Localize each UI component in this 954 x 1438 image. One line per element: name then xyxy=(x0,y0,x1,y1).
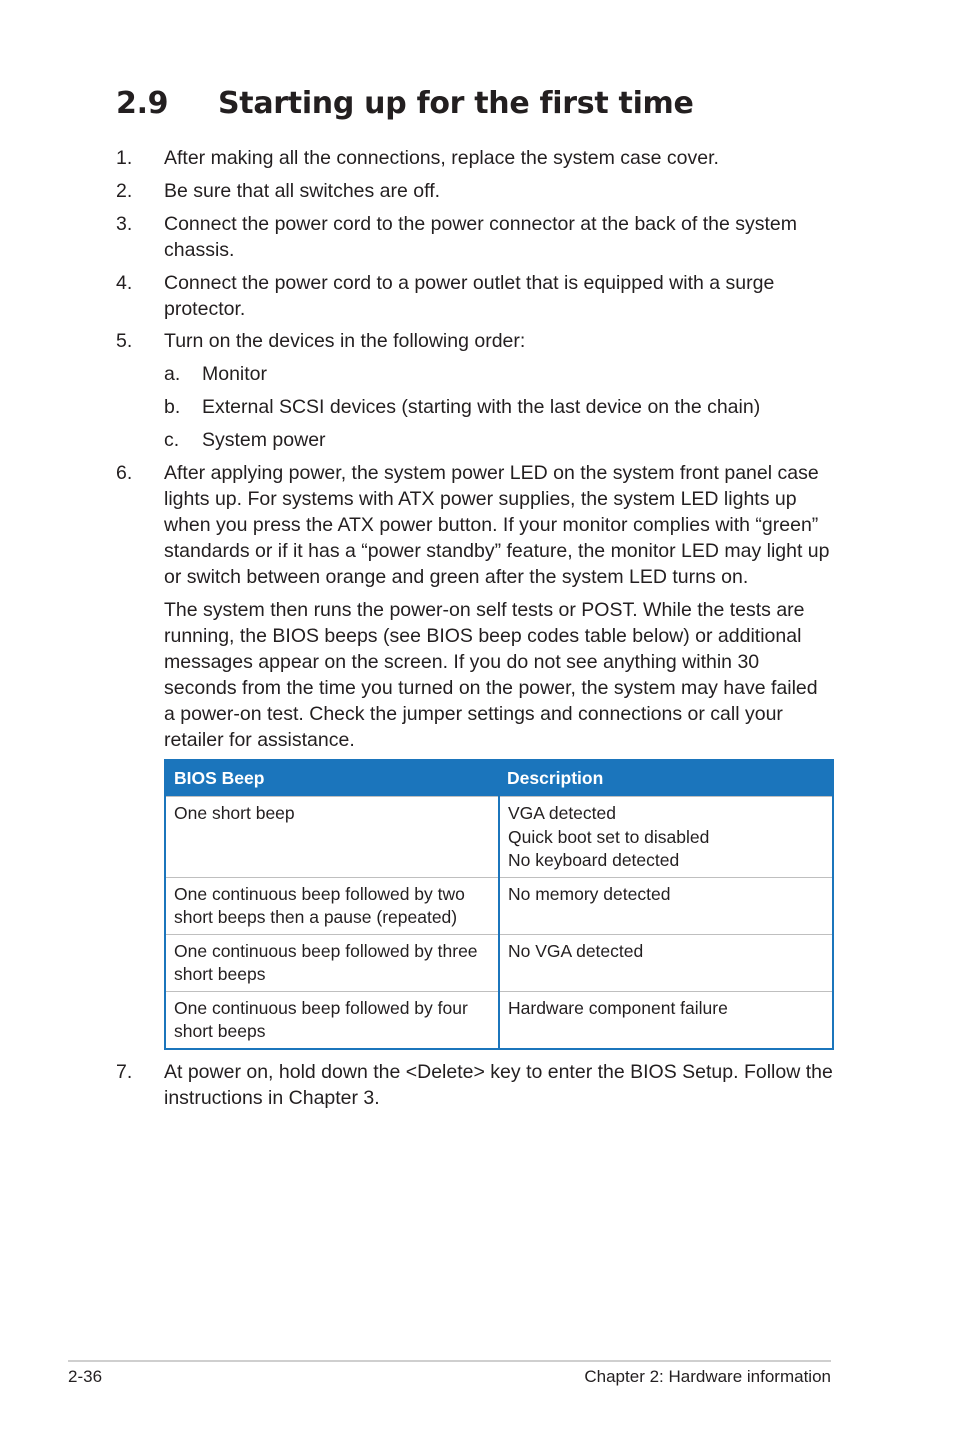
chapter-label: Chapter 2: Hardware information xyxy=(584,1367,831,1386)
item-text: After making all the connections, replace the system case cover. xyxy=(164,147,719,169)
description-cell xyxy=(499,991,833,1049)
sub-item-text: System power xyxy=(202,429,326,451)
page-title xyxy=(116,86,694,121)
page-number: 2-36 xyxy=(68,1367,103,1386)
item-text: At power on, hold down the <Delete> key to enter the BIOS Setup. Follow the instructions in Chapter 3. xyxy=(164,1061,833,1109)
table-row xyxy=(165,877,833,934)
description-cell xyxy=(499,877,833,934)
item-text: Turn on the devices in the following order: xyxy=(164,330,526,352)
item-number: 6. xyxy=(116,462,133,484)
item-text: Connect the power cord to the power connector at the back of the system chassis. xyxy=(164,213,798,261)
sub-item-text: Monitor xyxy=(202,363,268,385)
bios-beep-table xyxy=(164,759,834,1050)
beep-cell: One continuous beep followed by four short beeps xyxy=(165,991,499,1049)
description-cell xyxy=(499,934,833,991)
section-number: 2.9 xyxy=(116,86,169,121)
description-cell xyxy=(499,797,833,878)
item-text: Be sure that all switches are off. xyxy=(164,180,441,202)
table-row xyxy=(165,991,833,1049)
item-number: 4. xyxy=(116,272,133,294)
item-text: After applying power, the system power LED on the system front panel case lights up. For systems with ATX power supplies, the system LED lights up when you press the ATX power button. If your monitor complies with “green” standards or if it has a “power standby” feature, the monitor LED may light up or switch between orange and green after the system LED turns on. xyxy=(164,462,830,588)
column-header-description: Description xyxy=(499,760,833,797)
description-line: Quick boot set to disabled xyxy=(508,826,710,847)
description-line: No keyboard detected xyxy=(508,850,680,870)
sub-item-letter: b. xyxy=(164,396,181,418)
item-number: 3. xyxy=(116,213,133,235)
item-number: 5. xyxy=(116,330,133,352)
footer-divider xyxy=(68,1360,831,1362)
sub-item-letter: a. xyxy=(164,363,181,385)
description-line: No VGA detected xyxy=(508,940,644,961)
post-paragraph: The system then runs the power-on self tests or POST. While the tests are running, the BIOS beeps (see BIOS beep codes table below) or additional messages appear on the screen. If you do not see anything within 30 seconds from the time you turned on the power, the system may have failed a power-on test. Check the jumper settings and connections or call your retailer for assistance. xyxy=(164,599,818,751)
beep-cell: One continuous beep followed by two short beeps then a pause (repeated) xyxy=(165,877,499,934)
column-header-bios-beep: BIOS Beep xyxy=(165,760,499,797)
description-line: Hardware component failure xyxy=(508,997,728,1018)
table-row xyxy=(165,934,833,991)
table-row xyxy=(165,797,833,878)
table-header-row xyxy=(165,760,833,797)
beep-cell: One continuous beep followed by three short beeps xyxy=(165,934,499,991)
section-title: Starting up for the first time xyxy=(218,86,694,121)
item-text: Connect the power cord to a power outlet that is equipped with a surge protector. xyxy=(164,272,775,320)
item-number: 7. xyxy=(116,1061,133,1083)
description-line: VGA detected xyxy=(508,803,616,823)
beep-cell: One short beep xyxy=(165,797,499,878)
sub-item-text: External SCSI devices (starting with the last device on the chain) xyxy=(202,396,761,418)
description-line: No memory detected xyxy=(508,883,671,904)
item-number: 2. xyxy=(116,180,133,202)
sub-item-letter: c. xyxy=(164,429,180,451)
item-number: 1. xyxy=(116,147,133,169)
